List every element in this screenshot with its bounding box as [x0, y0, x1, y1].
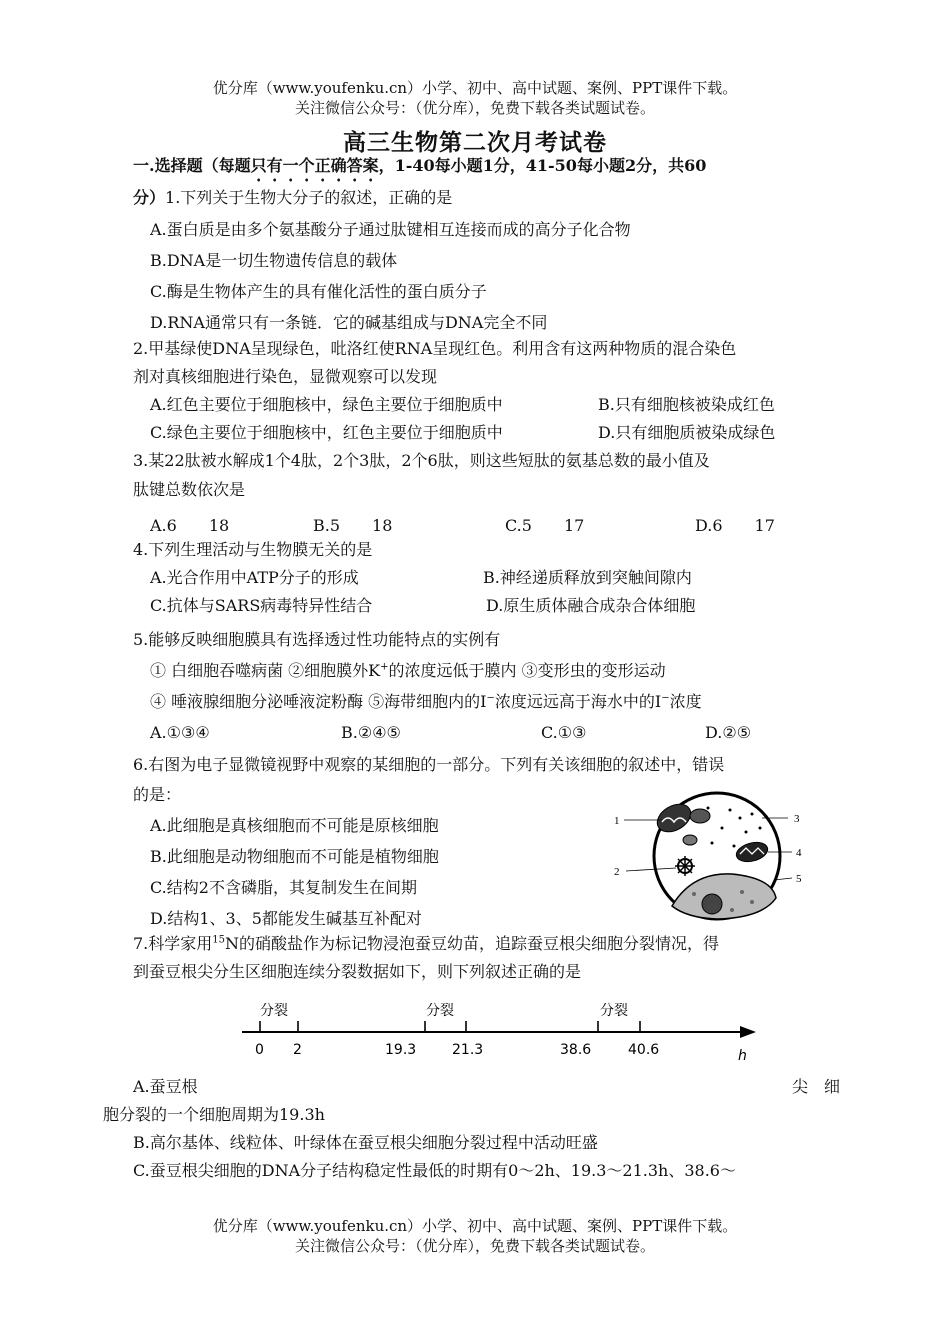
q3-stem-2: 肽键总数依次是 [133, 480, 246, 499]
q3-stem-1: 3.某22肽被水解成1个4肽，2个3肽，2个6肽，则这些短肽的氨基总数的最小值及 [133, 451, 710, 470]
q3-option-c: C.5 17 [505, 516, 585, 535]
q1-option-c: C.酶是生物体产生的具有催化活性的蛋白质分子 [150, 282, 487, 301]
timeline-unit: h [738, 1048, 747, 1064]
q2-option-c: C.绿色主要位于细胞核中，红色主要位于细胞质中 [150, 423, 503, 442]
timeline-tick-40-6: 40.6 [628, 1042, 660, 1058]
q7-stem-1 [133, 933, 719, 955]
q1-stem: 1.下列关于生物大分子的叙述，正确的是 [165, 188, 453, 207]
q5-items-line-1 [150, 660, 666, 682]
q5-stem: 5.能够反映细胞膜具有选择透过性功能特点的实例有 [133, 630, 501, 649]
q6-option-d: D.结构1、3、5都能发生碱基互补配对 [150, 909, 422, 928]
q1-option-d: D.RNA通常只有一条链．它的碱基组成与DNA完全不同 [150, 313, 548, 332]
timeline-tick-2: 2 [293, 1042, 302, 1058]
q5-items-2-sup-1: − [486, 692, 495, 704]
q4-option-b: B.神经递质释放到突触间隙内 [483, 568, 692, 587]
figure-label-3: 3 [794, 813, 800, 825]
q5-items-1b: 的浓度远低于膜内 ③变形虫的变形运动 [388, 661, 666, 680]
figure-label-5: 5 [796, 873, 802, 885]
exam-title: 高三生物第二次月考试卷 [343, 129, 607, 156]
timeline-tick-0: 0 [255, 1042, 264, 1058]
q5-option-a: A.①③④ [150, 723, 210, 742]
q7-stem-2: 到蚕豆根尖分生区细胞连续分裂数据如下，则下列叙述正确的是 [133, 962, 582, 981]
q1-stem-line [133, 187, 452, 209]
cell-cycle-timeline [230, 1000, 770, 1070]
timeline-tick-38-6: 38.6 [560, 1042, 592, 1058]
q2-stem-2: 剂对真核细胞进行染色，显微观察可以发现 [133, 367, 438, 386]
q3-option-d: D.6 17 [695, 516, 775, 535]
timeline-tick-19-3: 19.3 [385, 1042, 417, 1058]
q5-items-2-sup-2: − [661, 692, 670, 704]
footer-line-2: 关注微信公众号：（优分库），免费下载各类试题试卷。 [294, 1237, 655, 1255]
footer-line-1: 优分库（www.youfenku.cn）小学、初中、高中试题、案例、PPT课件下载。 [212, 1217, 738, 1235]
q3-option-b: B.5 18 [313, 516, 393, 535]
header-line-1: 优分库（www.youfenku.cn）小学、初中、高中试题、案例、PPT课件下载。 [212, 79, 738, 97]
q7-stem-1b: N的硝酸盐作为标记物浸泡蚕豆幼苗，追踪蚕豆根尖细胞分裂情况，得 [225, 934, 720, 953]
section-heading-part1: 一.选择题（每题 [133, 156, 251, 175]
q2-option-a: A.红色主要位于细胞核中，绿色主要位于细胞质中 [150, 395, 503, 414]
q5-items-2a: ④ 唾液腺细胞分泌唾液淀粉酶 ⑤海带细胞内的I [150, 692, 487, 711]
q7-option-a-part3: 胞分裂的一个细胞周期为19.3h [103, 1105, 325, 1124]
q4-option-a: A.光合作用中ATP分子的形成 [150, 568, 359, 587]
q6-option-b: B.此细胞是动物细胞而不可能是植物细胞 [150, 847, 439, 866]
q6-stem-1: 6.右图为电子显微镜视野中观察的某细胞的一部分。下列有关该细胞的叙述中，错误 [133, 755, 725, 774]
timeline-segment-label-3: 分裂 [600, 1003, 628, 1019]
q4-stem: 4.下列生理活动与生物膜无关的是 [133, 540, 373, 559]
header-line-2: 关注微信公众号：（优分库），免费下载各类试题试卷。 [294, 99, 655, 117]
q1-option-b: B.DNA是一切生物遗传信息的载体 [150, 251, 398, 270]
q5-items-2b: 浓度远远高于海水中的I [494, 692, 662, 711]
timeline-segment-label-2: 分裂 [426, 1003, 454, 1019]
cell-micrograph-figure [612, 788, 832, 923]
q6-option-a: A.此细胞是真核细胞而不可能是原核细胞 [150, 816, 439, 835]
q5-option-b: B.②④⑤ [341, 723, 401, 742]
q2-option-d: D.只有细胞质被染成绿色 [598, 423, 776, 442]
q2-option-b: B.只有细胞核被染成红色 [598, 395, 775, 414]
q7-stem-1a: 7.科学家用 [133, 934, 213, 953]
q7-option-b: B.高尔基体、线粒体、叶绿体在蚕豆根尖细胞分裂过程中活动旺盛 [133, 1133, 598, 1152]
section-heading-part4: 分） [133, 188, 166, 207]
q7-stem-1-sup: 15 [212, 934, 226, 946]
q5-items-line-2 [150, 691, 702, 713]
q4-option-c: C.抗体与SARS病毒特异性结合 [150, 596, 373, 615]
q6-option-c: C.结构2不含磷脂，其复制发生在间期 [150, 878, 417, 897]
q7-option-a-part1: A.蚕豆根 [133, 1077, 198, 1096]
q7-option-c: C.蚕豆根尖细胞的DNA分子结构稳定性最低的时期有0～2h、19.3～21.3h、38.6～ [133, 1161, 736, 1180]
q5-items-2c: 浓度 [669, 692, 702, 711]
figure-label-1: 1 [614, 815, 620, 827]
q5-items-1a: ① 白细胞吞噬病菌 ②细胞膜外K [150, 661, 381, 680]
q5-option-c: C.①③ [541, 723, 587, 742]
timeline-tick-21-3: 21.3 [452, 1042, 484, 1058]
figure-label-4: 4 [796, 847, 802, 859]
timeline-arrow [740, 1026, 756, 1038]
q5-items-1-sup: + [380, 661, 389, 673]
q2-stem-1: 2.甲基绿使DNA呈现绿色，吡洛红使RNA呈现红色。利用含有这两种物质的混合染色 [133, 339, 737, 358]
q6-stem-2: 的是： [133, 785, 182, 804]
q5-option-d: D.②⑤ [705, 723, 752, 742]
q1-option-a: A.蛋白质是由多个氨基酸分子通过肽键相互连接而成的高分子化合物 [150, 220, 631, 239]
section-heading-emphasis: 只有一个正确答案 [250, 156, 379, 175]
timeline-segment-label-1: 分裂 [260, 1003, 288, 1019]
section-heading-part3: ，1-40每小题1分，41-50每小题2分，共60 [378, 156, 707, 175]
q3-option-a: A.6 18 [150, 516, 230, 535]
structure-2-shape [675, 856, 695, 876]
figure-label-2: 2 [614, 866, 620, 878]
q7-option-a-part2: 尖 细 [792, 1077, 841, 1096]
q4-option-d: D.原生质体融合成杂合体细胞 [486, 596, 696, 615]
section-heading [133, 155, 706, 185]
